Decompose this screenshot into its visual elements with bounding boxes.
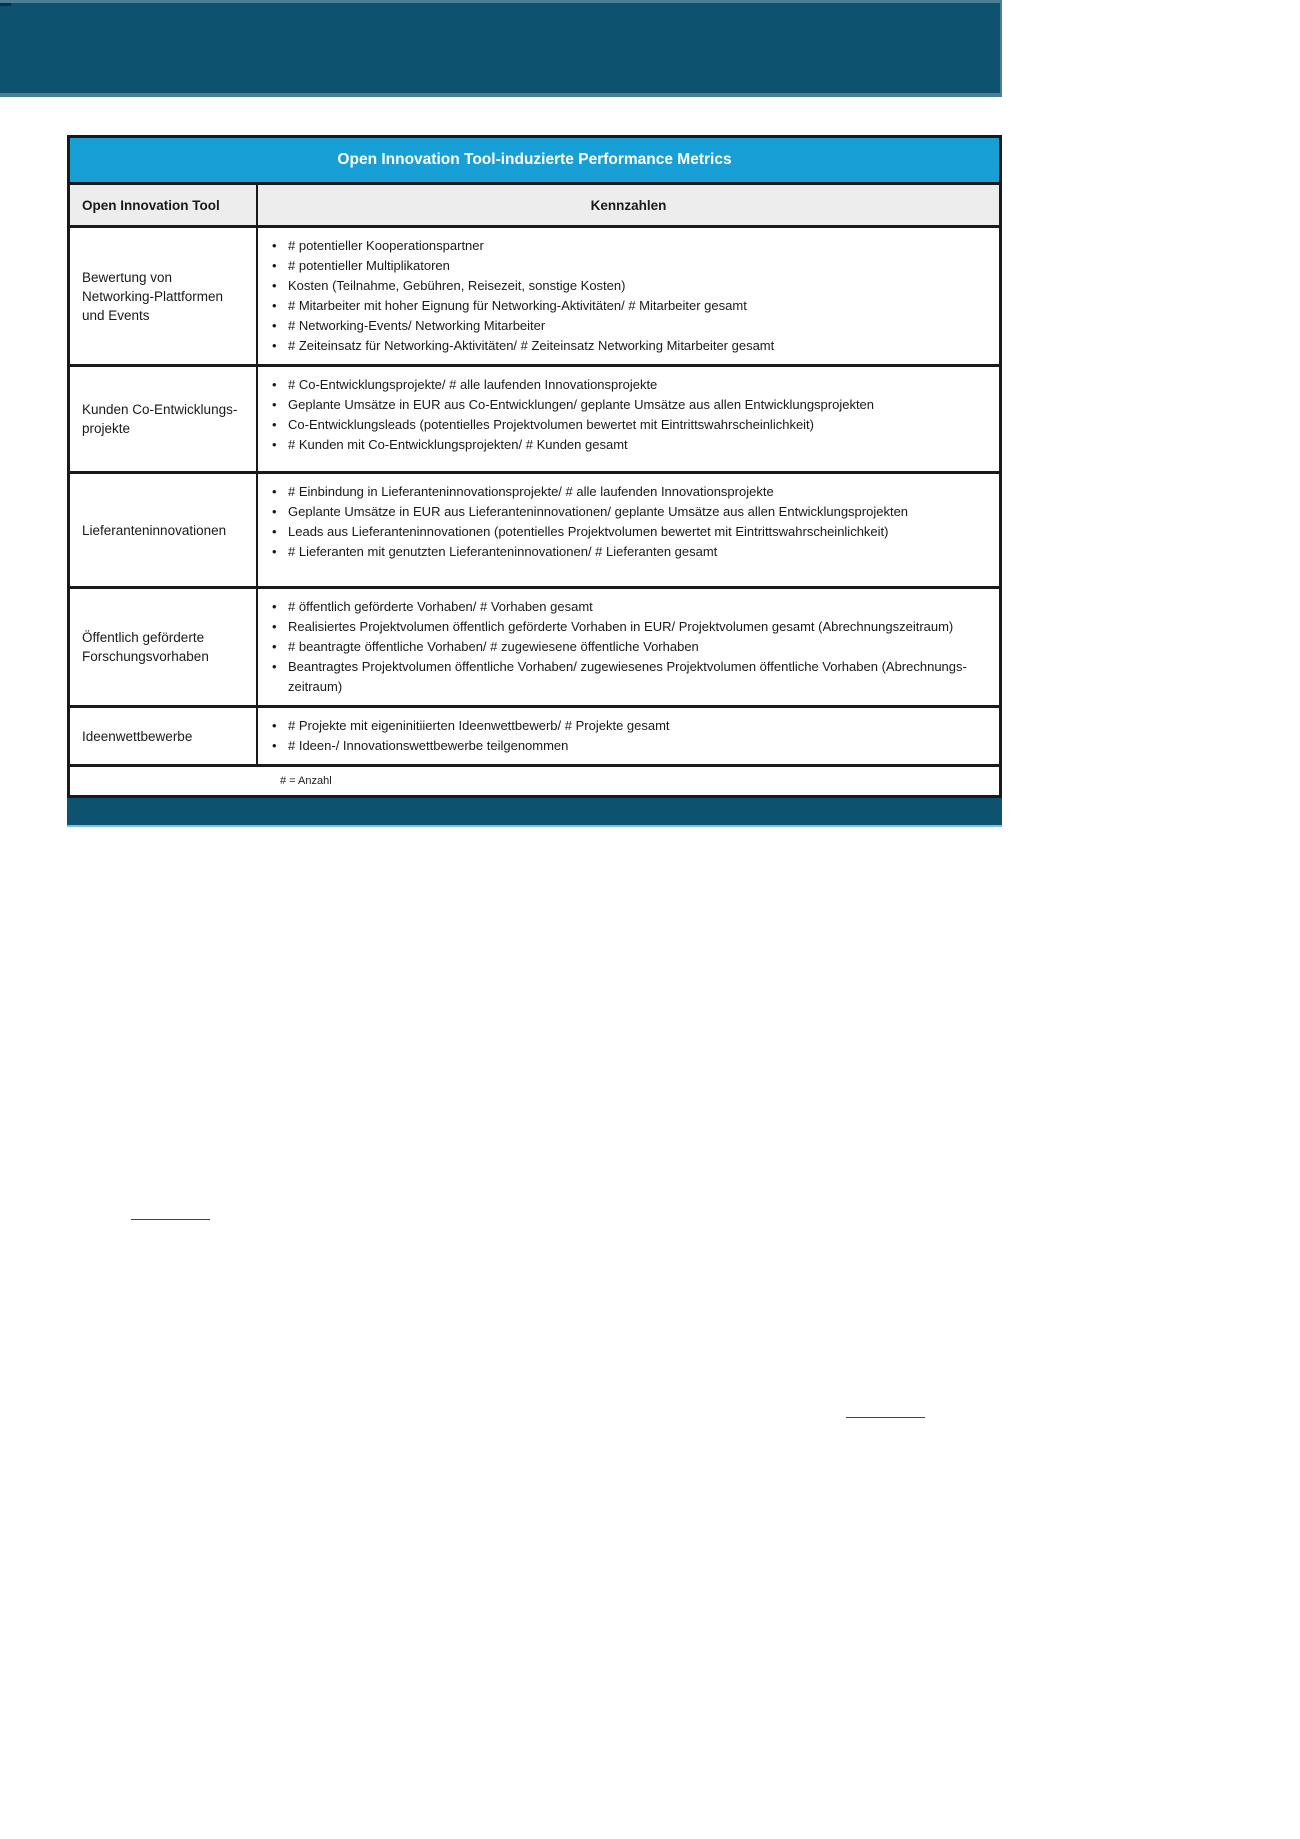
table-header-row: [70, 185, 999, 228]
tool-name-cell: Bewertung von Networking-Plattformen und Events: [70, 228, 258, 364]
metric-item: • # Kunden mit Co-Entwicklungsprojekten/ # Kunden gesamt: [258, 435, 995, 455]
metric-item: • Kosten (Teilnahme, Gebühren, Reisezeit, sonstige Kosten): [258, 276, 995, 296]
performance-metrics-table: [67, 135, 1002, 798]
table-row: [70, 367, 999, 474]
metric-item: • # Co-Entwicklungsprojekte/ # alle laufenden Innovationsprojekte: [258, 375, 995, 395]
metric-item: • Geplante Umsätze in EUR aus Lieferanteninnovationen/ geplante Umsätze aus allen Entwicklungsprojekten: [258, 502, 995, 522]
top-banner: [0, 0, 1002, 97]
metric-item: • # beantragte öffentliche Vorhaben/ # zugewiesene öffentliche Vorhaben: [258, 637, 995, 657]
metric-item: • # Einbindung in Lieferanteninnovationsprojekte/ # alle laufenden Innovationsprojekte: [258, 482, 995, 502]
metric-item: • Leads aus Lieferanteninnovationen (potentielles Projektvolumen bewertet mit Eintrittswahrscheinlichkeit): [258, 522, 995, 542]
column-header-tool: Open Innovation Tool: [70, 185, 258, 225]
table-row: [70, 708, 999, 767]
metrics-cell: [258, 589, 999, 705]
metrics-list: [258, 716, 995, 756]
table-row: [70, 228, 999, 367]
table-title: Open Innovation Tool-induzierte Performance Metrics: [70, 138, 999, 185]
tool-name-cell: Lieferanteninnovationen: [70, 474, 258, 586]
tool-name-cell: Öffentlich geförderte Forschungsvorhaben: [70, 589, 258, 705]
metric-item: • # Lieferanten mit genutzten Lieferanteninnovationen/ # Lieferanten gesamt: [258, 542, 995, 562]
metrics-list: [258, 482, 995, 562]
metric-item: • # Zeiteinsatz für Networking-Aktivitäten/ # Zeiteinsatz Networking Mitarbeiter gesamt: [258, 336, 995, 356]
table-row: [70, 474, 999, 589]
metric-item: • # Mitarbeiter mit hoher Eignung für Networking-Aktivitäten/ # Mitarbeiter gesamt: [258, 296, 995, 316]
metric-item: • # öffentlich geförderte Vorhaben/ # Vorhaben gesamt: [258, 597, 995, 617]
metric-item: • Realisiertes Projektvolumen öffentlich geförderte Vorhaben in EUR/ Projektvolumen gesamt (Abrechnungszeitraum): [258, 617, 995, 637]
metrics-list: [258, 597, 995, 697]
metrics-list: [258, 236, 995, 356]
metric-item: • Beantragtes Projektvolumen öffentliche Vorhaben/ zugewiesenes Projektvolumen öffentliche Vorhaben (Abrechnungs-zeitraum): [258, 657, 995, 697]
metric-item: • Geplante Umsätze in EUR aus Co-Entwicklungen/ geplante Umsätze aus allen Entwicklungsprojekten: [258, 395, 995, 415]
footnote-rule-2: [846, 1417, 925, 1418]
tool-name-cell: Kunden Co-Entwicklungs-projekte: [70, 367, 258, 471]
table-block: [67, 135, 1002, 827]
metrics-cell: [258, 708, 999, 764]
tool-name-cell: Ideenwettbewerbe: [70, 708, 258, 764]
metrics-cell: [258, 474, 999, 586]
metrics-cell: [258, 228, 999, 364]
metric-item: • # Networking-Events/ Networking Mitarbeiter: [258, 316, 995, 336]
metric-item: • # potentieller Kooperationspartner: [258, 236, 995, 256]
footnote-text: # = Anzahl: [280, 775, 332, 787]
banner-corner-notch: [0, 3, 11, 6]
column-header-kennzahlen: Kennzahlen: [590, 197, 667, 213]
bottom-bar: [67, 798, 1002, 827]
metrics-list: [258, 375, 995, 455]
footnote-rule-1: [131, 1219, 210, 1220]
table-body: [70, 228, 999, 767]
table-footnote: [70, 767, 999, 795]
metrics-cell: [258, 367, 999, 471]
metric-item: • # Projekte mit eigeninitiierten Ideenwettbewerb/ # Projekte gesamt: [258, 716, 995, 736]
metric-item: • # potentieller Multiplikatoren: [258, 256, 995, 276]
metric-item: • # Ideen-/ Innovationswettbewerbe teilgenommen: [258, 736, 995, 756]
table-row: [70, 589, 999, 708]
metric-item: • Co-Entwicklungsleads (potentielles Projektvolumen bewertet mit Eintrittswahrscheinlichkeit): [258, 415, 995, 435]
